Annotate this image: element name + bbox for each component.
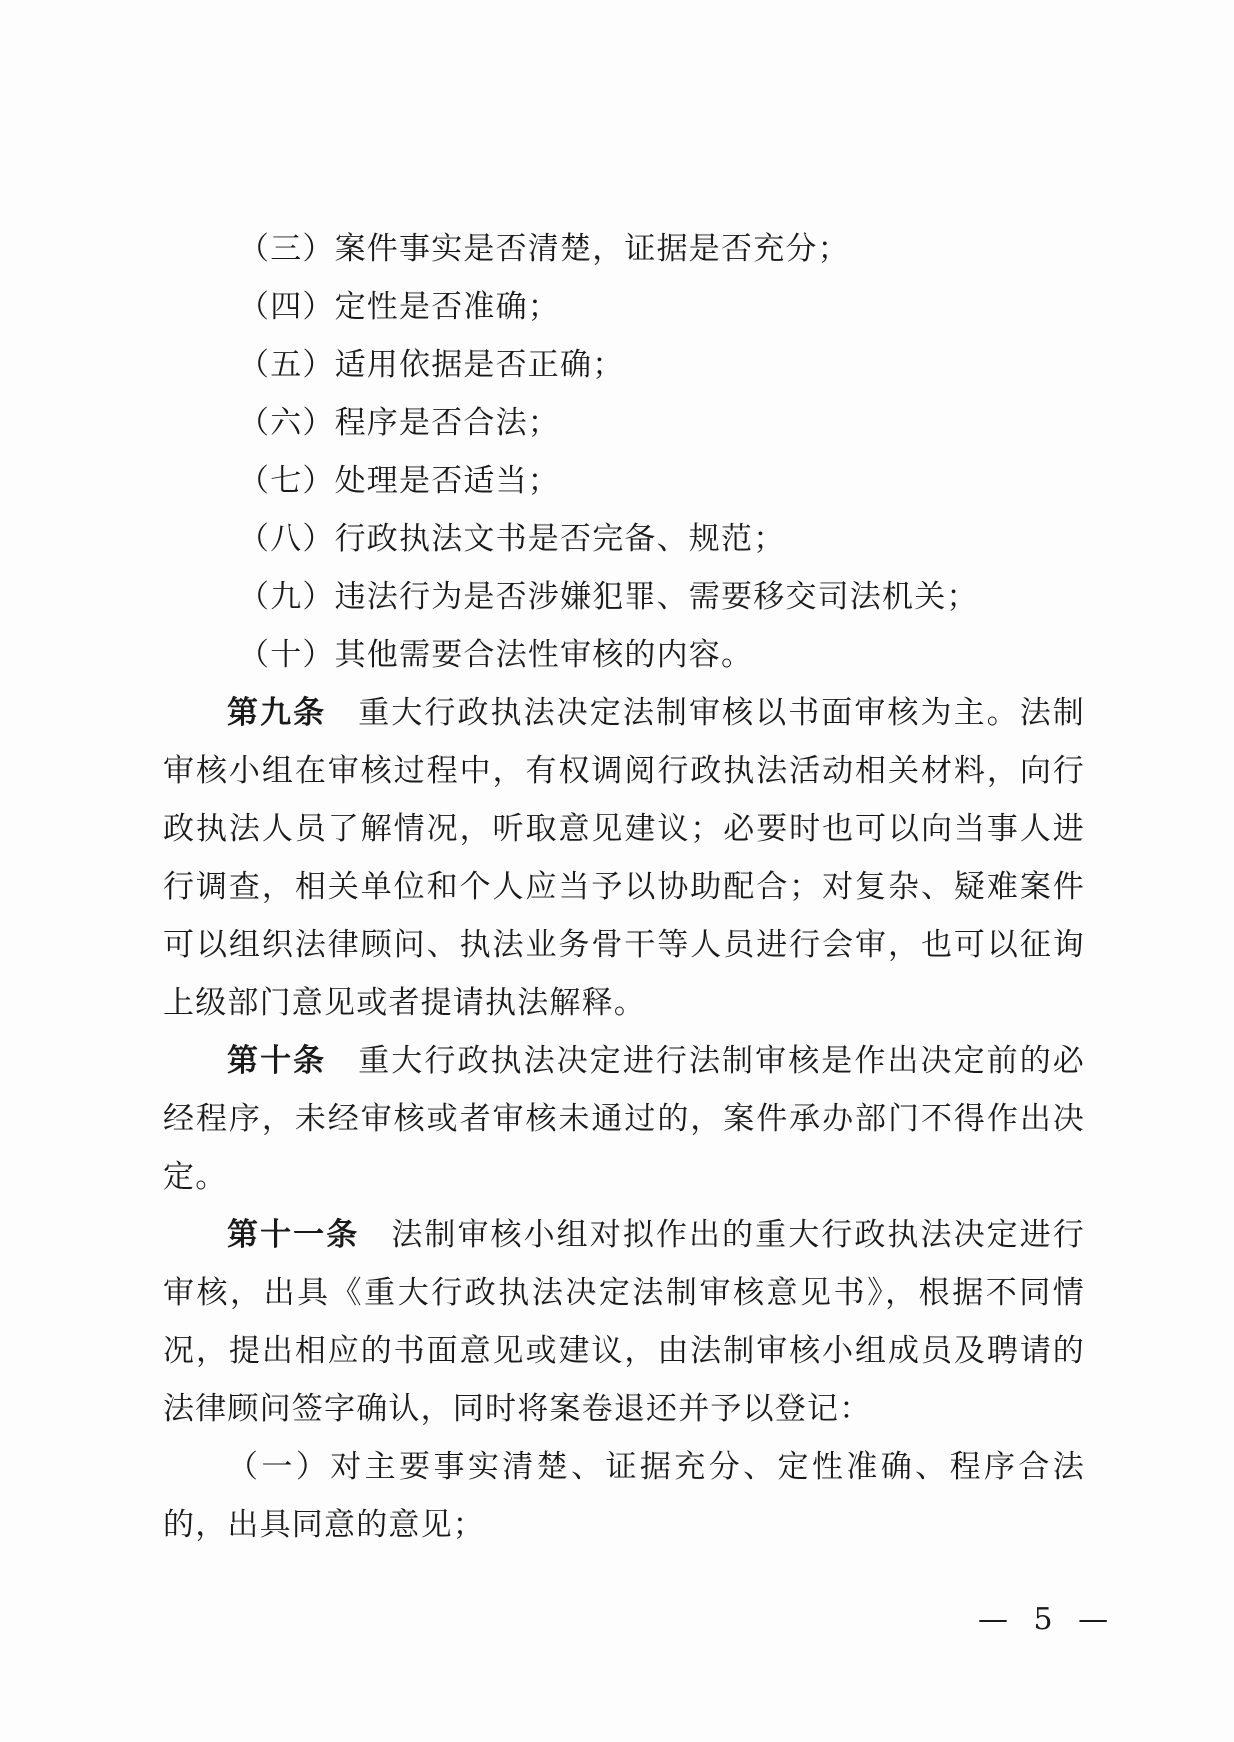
list-item-8: （八）行政执法文书是否完备、规范；	[238, 521, 786, 557]
list-item-7: （七）处理是否适当；	[238, 463, 560, 499]
article-9	[163, 684, 1085, 1032]
list-item-4: （四）定性是否准确；	[238, 289, 560, 325]
document-body	[163, 220, 1085, 1554]
list-item-3: （三）案件事实是否清楚，证据是否充分；	[238, 231, 850, 267]
article-11-number: 第十一条	[227, 1217, 360, 1253]
article-11-text: 法制审核小组对拟作出的重大行政执法决定进行审核，出具《重大行政执法决定法制审核意见书》，根据不同情况，提出相应的书面意见或建议，由法制审核小组成员及聘请的法律顾问签字确认，同时将案卷退还并予以登记：	[163, 1217, 1085, 1427]
list-item-5: （五）适用依据是否正确；	[238, 347, 625, 383]
page-number: — 5 —	[978, 1602, 1117, 1637]
article-10-number: 第十条	[227, 1043, 327, 1079]
list-item-9: （九）违法行为是否涉嫌犯罪、需要移交司法机关；	[238, 579, 979, 615]
article-11-sub-item-1: （一）对主要事实清楚、证据充分、定性准确、程序合法的，出具同意的意见；	[163, 1449, 1085, 1543]
list-item-6: （六）程序是否合法；	[238, 405, 560, 441]
article-11	[163, 1206, 1085, 1438]
article-9-text: 重大行政执法决定法制审核以书面审核为主。法制审核小组在审核过程中，有权调阅行政执法活动相关材料，向行政执法人员了解情况，听取意见建议；必要时也可以向当事人进行调查，相关单位和个人应当予以协助配合；对复杂、疑难案件可以组织法律顾问、执法业务骨干等人员进行会审，也可以征询上级部门意见或者提请执法解释。	[163, 695, 1085, 1021]
article-10-text: 重大行政执法决定进行法制审核是作出决定前的必经程序，未经审核或者审核未通过的，案件承办部门不得作出决定。	[163, 1043, 1085, 1195]
list-item-10: （十）其他需要合法性审核的内容。	[238, 637, 754, 673]
article-10	[163, 1032, 1085, 1206]
article-9-number: 第九条	[227, 695, 327, 731]
